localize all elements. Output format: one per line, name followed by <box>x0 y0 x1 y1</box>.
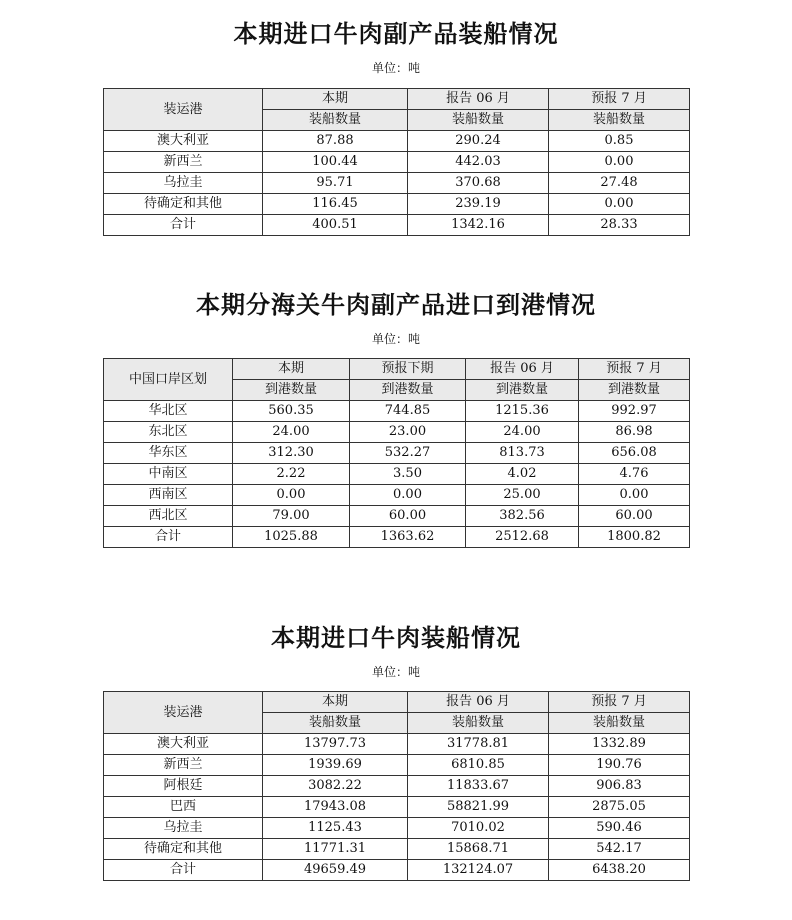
value-cell: 24.00 <box>233 422 350 443</box>
value-cell: 1125.43 <box>263 818 408 839</box>
value-cell: 86.98 <box>579 422 690 443</box>
table-row <box>104 485 690 506</box>
value-cell: 239.19 <box>408 194 549 215</box>
table-row <box>104 215 690 236</box>
row-label-cell: 巴西 <box>104 797 263 818</box>
value-cell: 2512.68 <box>466 527 579 548</box>
column-sub-header: 装船数量 <box>263 713 408 734</box>
table-row <box>104 464 690 485</box>
column-sub-header: 到港数量 <box>579 380 690 401</box>
value-cell: 1939.69 <box>263 755 408 776</box>
value-cell: 11833.67 <box>408 776 549 797</box>
column-group-header: 报告 06 月 <box>466 359 579 380</box>
table-row <box>104 131 690 152</box>
value-cell: 60.00 <box>350 506 466 527</box>
unit-label: 单位：吨 <box>371 332 420 346</box>
value-cell: 992.97 <box>579 401 690 422</box>
row-label-cell: 新西兰 <box>104 755 263 776</box>
value-cell: 312.30 <box>233 443 350 464</box>
value-cell: 1342.16 <box>408 215 549 236</box>
table-beef-offal-shipment <box>103 88 690 236</box>
table-beef-shipment <box>103 691 690 881</box>
table-corner-header: 装运港 <box>104 89 263 131</box>
value-cell: 400.51 <box>263 215 408 236</box>
row-label-cell: 乌拉圭 <box>104 818 263 839</box>
value-cell: 442.03 <box>408 152 549 173</box>
value-cell: 17943.08 <box>263 797 408 818</box>
column-group-header: 预报 7 月 <box>579 359 690 380</box>
value-cell: 0.00 <box>233 485 350 506</box>
value-cell: 58821.99 <box>408 797 549 818</box>
value-cell: 2875.05 <box>549 797 690 818</box>
value-cell: 0.00 <box>549 152 690 173</box>
value-cell: 0.00 <box>579 485 690 506</box>
row-label-cell: 华东区 <box>104 443 233 464</box>
row-label-cell: 东北区 <box>104 422 233 443</box>
value-cell: 4.02 <box>466 464 579 485</box>
row-label-cell: 合计 <box>104 527 233 548</box>
value-cell: 23.00 <box>350 422 466 443</box>
row-label-cell: 西北区 <box>104 506 233 527</box>
value-cell: 0.00 <box>549 194 690 215</box>
column-group-header: 本期 <box>233 359 350 380</box>
value-cell: 7010.02 <box>408 818 549 839</box>
value-cell: 27.48 <box>549 173 690 194</box>
value-cell: 560.35 <box>233 401 350 422</box>
row-label-cell: 华北区 <box>104 401 233 422</box>
table-row <box>104 422 690 443</box>
value-cell: 11771.31 <box>263 839 408 860</box>
unit-label: 单位：吨 <box>371 665 420 679</box>
column-sub-header: 装船数量 <box>549 110 690 131</box>
column-group-header: 预报 7 月 <box>549 692 690 713</box>
section-beef-offal-shipment <box>0 14 792 76</box>
section-title: 本期进口牛肉装船情况 <box>271 624 521 652</box>
section-title: 本期进口牛肉副产品装船情况 <box>233 20 559 48</box>
column-sub-header: 装船数量 <box>408 110 549 131</box>
section-beef-shipment <box>0 618 792 680</box>
value-cell: 190.76 <box>549 755 690 776</box>
column-sub-header: 装船数量 <box>408 713 549 734</box>
value-cell: 116.45 <box>263 194 408 215</box>
value-cell: 28.33 <box>549 215 690 236</box>
value-cell: 4.76 <box>579 464 690 485</box>
table-row <box>104 194 690 215</box>
column-group-header: 本期 <box>263 89 408 110</box>
table-row <box>104 443 690 464</box>
row-label-cell: 待确定和其他 <box>104 194 263 215</box>
value-cell: 3082.22 <box>263 776 408 797</box>
row-label-cell: 澳大利亚 <box>104 131 263 152</box>
value-cell: 656.08 <box>579 443 690 464</box>
column-group-header: 预报下期 <box>350 359 466 380</box>
table-row <box>104 755 690 776</box>
row-label-cell: 西南区 <box>104 485 233 506</box>
column-sub-header: 装船数量 <box>549 713 690 734</box>
table-row <box>104 860 690 881</box>
table-row <box>104 776 690 797</box>
section-beef-offal-arrival-by-customs <box>0 285 792 347</box>
column-sub-header: 装船数量 <box>263 110 408 131</box>
table-row <box>104 527 690 548</box>
value-cell: 1025.88 <box>233 527 350 548</box>
table-row <box>104 818 690 839</box>
value-cell: 132124.07 <box>408 860 549 881</box>
row-label-cell: 乌拉圭 <box>104 173 263 194</box>
value-cell: 60.00 <box>579 506 690 527</box>
column-group-header: 预报 7 月 <box>549 89 690 110</box>
value-cell: 382.56 <box>466 506 579 527</box>
column-sub-header: 到港数量 <box>233 380 350 401</box>
value-cell: 1332.89 <box>549 734 690 755</box>
unit-label: 单位：吨 <box>371 61 420 75</box>
value-cell: 79.00 <box>233 506 350 527</box>
row-label-cell: 澳大利亚 <box>104 734 263 755</box>
table-row <box>104 797 690 818</box>
column-sub-header: 到港数量 <box>350 380 466 401</box>
row-label-cell: 新西兰 <box>104 152 263 173</box>
column-sub-header: 到港数量 <box>466 380 579 401</box>
value-cell: 6438.20 <box>549 860 690 881</box>
column-group-header: 本期 <box>263 692 408 713</box>
table-corner-header: 装运港 <box>104 692 263 734</box>
value-cell: 87.88 <box>263 131 408 152</box>
value-cell: 813.73 <box>466 443 579 464</box>
value-cell: 0.85 <box>549 131 690 152</box>
column-group-header: 报告 06 月 <box>408 89 549 110</box>
value-cell: 3.50 <box>350 464 466 485</box>
value-cell: 95.71 <box>263 173 408 194</box>
value-cell: 744.85 <box>350 401 466 422</box>
table-row <box>104 152 690 173</box>
row-label-cell: 中南区 <box>104 464 233 485</box>
value-cell: 13797.73 <box>263 734 408 755</box>
table-row <box>104 506 690 527</box>
value-cell: 24.00 <box>466 422 579 443</box>
value-cell: 1363.62 <box>350 527 466 548</box>
table-row <box>104 173 690 194</box>
value-cell: 290.24 <box>408 131 549 152</box>
value-cell: 370.68 <box>408 173 549 194</box>
table-row <box>104 734 690 755</box>
value-cell: 100.44 <box>263 152 408 173</box>
table-row <box>104 401 690 422</box>
value-cell: 906.83 <box>549 776 690 797</box>
value-cell: 49659.49 <box>263 860 408 881</box>
table-corner-header: 中国口岸区划 <box>104 359 233 401</box>
row-label-cell: 待确定和其他 <box>104 839 263 860</box>
table-beef-offal-arrival <box>103 358 690 548</box>
table-row <box>104 839 690 860</box>
value-cell: 1215.36 <box>466 401 579 422</box>
value-cell: 2.22 <box>233 464 350 485</box>
value-cell: 31778.81 <box>408 734 549 755</box>
section-title: 本期分海关牛肉副产品进口到港情况 <box>196 291 596 319</box>
row-label-cell: 合计 <box>104 860 263 881</box>
row-label-cell: 阿根廷 <box>104 776 263 797</box>
value-cell: 542.17 <box>549 839 690 860</box>
value-cell: 6810.85 <box>408 755 549 776</box>
row-label-cell: 合计 <box>104 215 263 236</box>
value-cell: 1800.82 <box>579 527 690 548</box>
value-cell: 15868.71 <box>408 839 549 860</box>
value-cell: 532.27 <box>350 443 466 464</box>
column-group-header: 报告 06 月 <box>408 692 549 713</box>
value-cell: 25.00 <box>466 485 579 506</box>
value-cell: 590.46 <box>549 818 690 839</box>
value-cell: 0.00 <box>350 485 466 506</box>
